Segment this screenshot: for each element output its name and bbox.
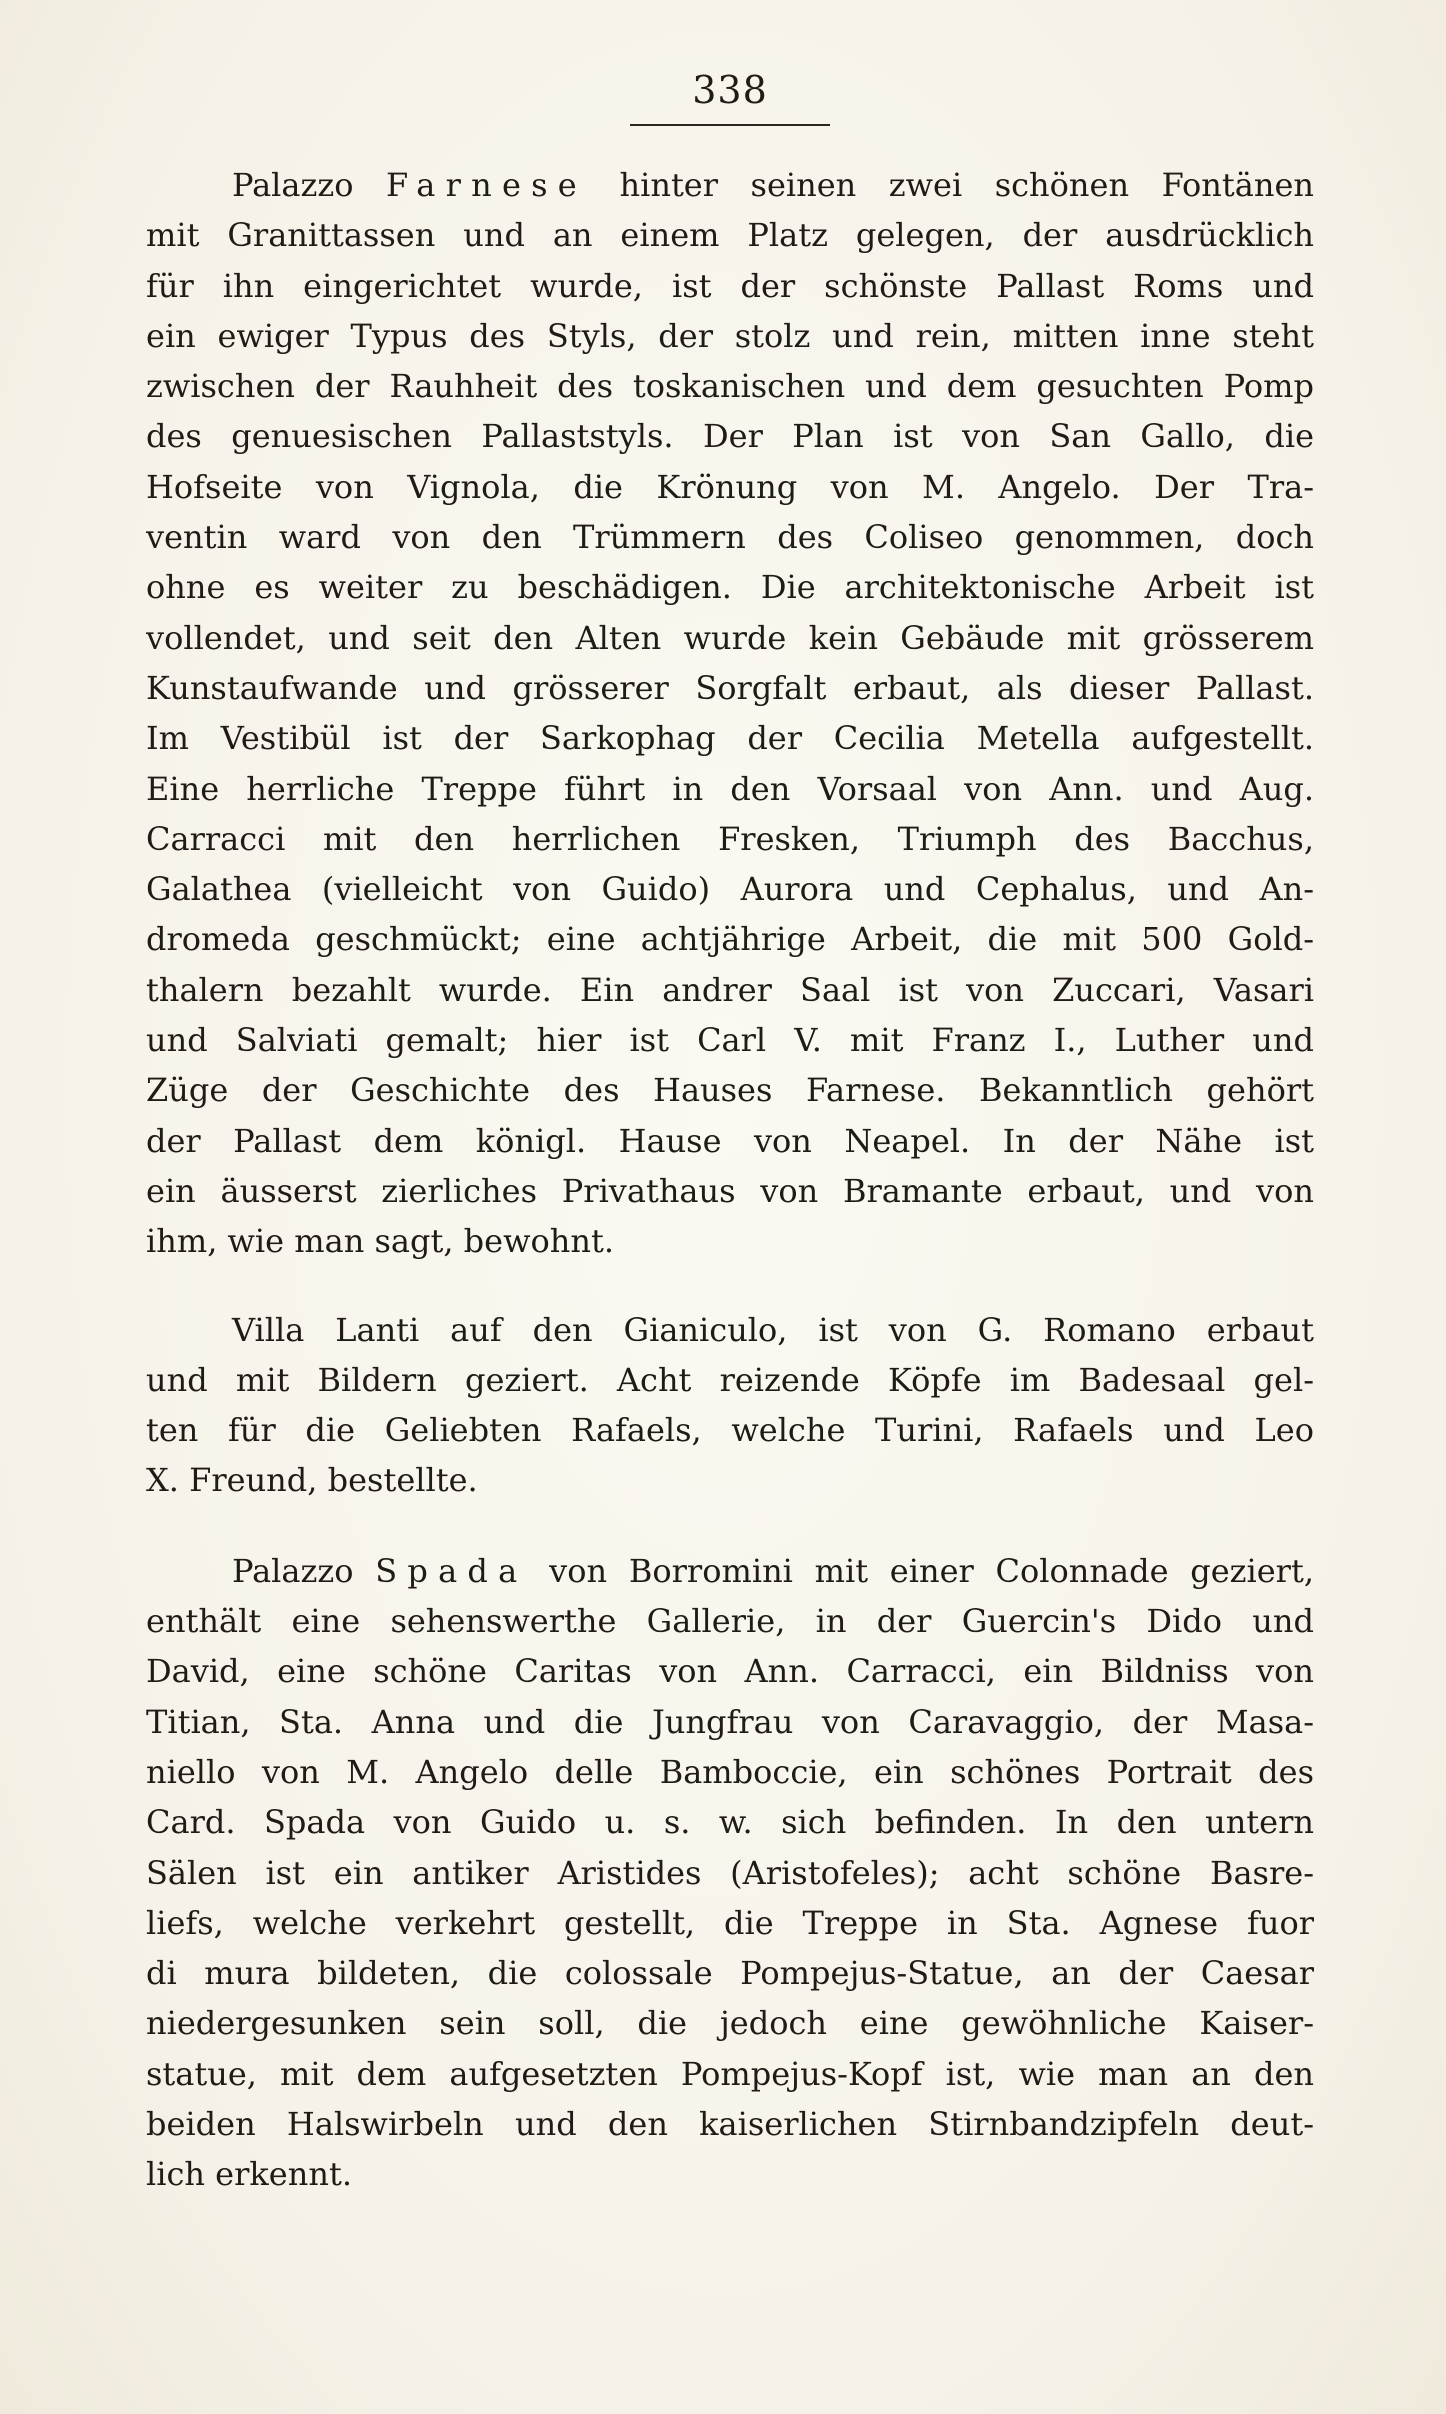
text-line: ihm, wie man sagt, bewohnt. <box>146 1222 614 1261</box>
text-line: ten für die Geliebten Rafaels, welche Turini, Rafaels und Leo <box>146 1411 1314 1450</box>
text-line: Titian, Sta. Anna und die Jungfrau von Caravaggio, der Masa- <box>146 1702 1314 1741</box>
text-line: und Salviati gemalt; hier ist Carl V. mit Franz I., Luther und <box>146 1021 1314 1060</box>
text-line: Card. Spada von Guido u. s. w. sich befinden. In den untern <box>146 1803 1314 1842</box>
text-line: Galathea (vielleicht von Guido) Aurora und Cephalus, und An- <box>146 870 1314 909</box>
paragraph-palazzo-spada <box>146 1546 1314 2200</box>
text-line: niedergesunken sein soll, die jedoch eine gewöhnliche Kaiser- <box>146 2004 1314 2043</box>
text-line: David, eine schöne Caritas von Ann. Carracci, ein Bildniss von <box>146 1652 1314 1691</box>
text-line: Eine herrliche Treppe führt in den Vorsaal von Ann. und Aug. <box>146 769 1314 808</box>
text-line: X. Freund, bestellte. <box>146 1461 478 1500</box>
text-line: di mura bildeten, die colossale Pompejus-Statue, an der Caesar <box>146 1954 1314 1993</box>
text-line: vollendet, und seit den Alten wurde kein Gebäude mit grösserem <box>146 618 1314 657</box>
text-line: und mit Bildern geziert. Acht reizende Köpfe im Badesaal gel- <box>146 1360 1314 1399</box>
body-text <box>146 160 1314 2200</box>
text-line: Carracci mit den herrlichen Fresken, Triumph des Bacchus, <box>146 819 1314 858</box>
text-line: dromeda geschmückt; eine achtjährige Arbeit, die mit 500 Gold- <box>146 920 1314 959</box>
text-line: niello von M. Angelo delle Bamboccie, ein schönes Portrait des <box>146 1752 1314 1791</box>
header-rule <box>630 124 830 126</box>
text-line: mit Granittassen und an einem Platz gelegen, der ausdrücklich <box>146 216 1314 255</box>
spaced-name-spada: Spada <box>375 1551 528 1590</box>
text-line: Villa Lanti auf den Gianiculo, ist von G. Romano erbaut <box>232 1310 1314 1349</box>
text-line: ventin ward von den Trümmern des Coliseo genommen, doch <box>146 518 1314 557</box>
text-line: Kunstaufwande und grösserer Sorgfalt erbaut, als dieser Pallast. <box>146 668 1314 707</box>
text-line: lich erkennt. <box>146 2155 352 2194</box>
paragraph-villa-lanti <box>146 1305 1314 1506</box>
text-line: beiden Halswirbeln und den kaiserlichen Stirnbandzipfeln deut- <box>146 2104 1314 2143</box>
text-line: statue, mit dem aufgesetzten Pompejus-Kopf ist, wie man an den <box>146 2054 1314 2093</box>
text-line: ohne es weiter zu beschädigen. Die architektonische Arbeit ist <box>146 568 1314 607</box>
text-line: der Pallast dem königl. Hause von Neapel. In der Nähe ist <box>146 1121 1314 1160</box>
text-line: ein äusserst zierliches Privathaus von Bramante erbaut, und von <box>146 1171 1314 1210</box>
spaced-name-farnese: Farnese <box>385 166 587 204</box>
text-line: Züge der Geschichte des Hauses Farnese. Bekanntlich gehört <box>146 1071 1314 1110</box>
text-line: Im Vestibül ist der Sarkophag der Cecilia Metella aufgestellt. <box>146 719 1314 758</box>
text-line: ein ewiger Typus des Styls, der stolz und rein, mitten inne steht <box>146 316 1314 355</box>
text-line: enthält eine sehenswerthe Gallerie, in der Guercin's Dido und <box>146 1602 1314 1641</box>
text-line: thalern bezahlt wurde. Ein andrer Saal ist von Zuccari, Vasari <box>146 970 1314 1009</box>
text-line: liefs, welche verkehrt gestellt, die Treppe in Sta. Agnese fuor <box>146 1903 1314 1942</box>
text-line: Sälen ist ein antiker Aristides (Aristofeles); acht schöne Basre- <box>146 1853 1314 1892</box>
text-line: Palazzo Farnese hinter seinen zwei schönen Fontänen <box>232 166 1314 204</box>
text-line: Palazzo Spada von Borromini mit einer Colonnade geziert, <box>232 1551 1314 1590</box>
paragraph-palazzo-farnese <box>146 160 1314 1267</box>
page-number: 338 <box>692 68 768 112</box>
text-line: des genuesischen Pallaststyls. Der Plan ist von San Gallo, die <box>146 417 1314 456</box>
text-line: zwischen der Rauhheit des toskanischen und dem gesuchten Pomp <box>146 367 1314 406</box>
text-line: für ihn eingerichtet wurde, ist der schönste Pallast Roms und <box>146 266 1314 305</box>
text-line: Hofseite von Vignola, die Krönung von M. Angelo. Der Tra- <box>146 467 1314 506</box>
